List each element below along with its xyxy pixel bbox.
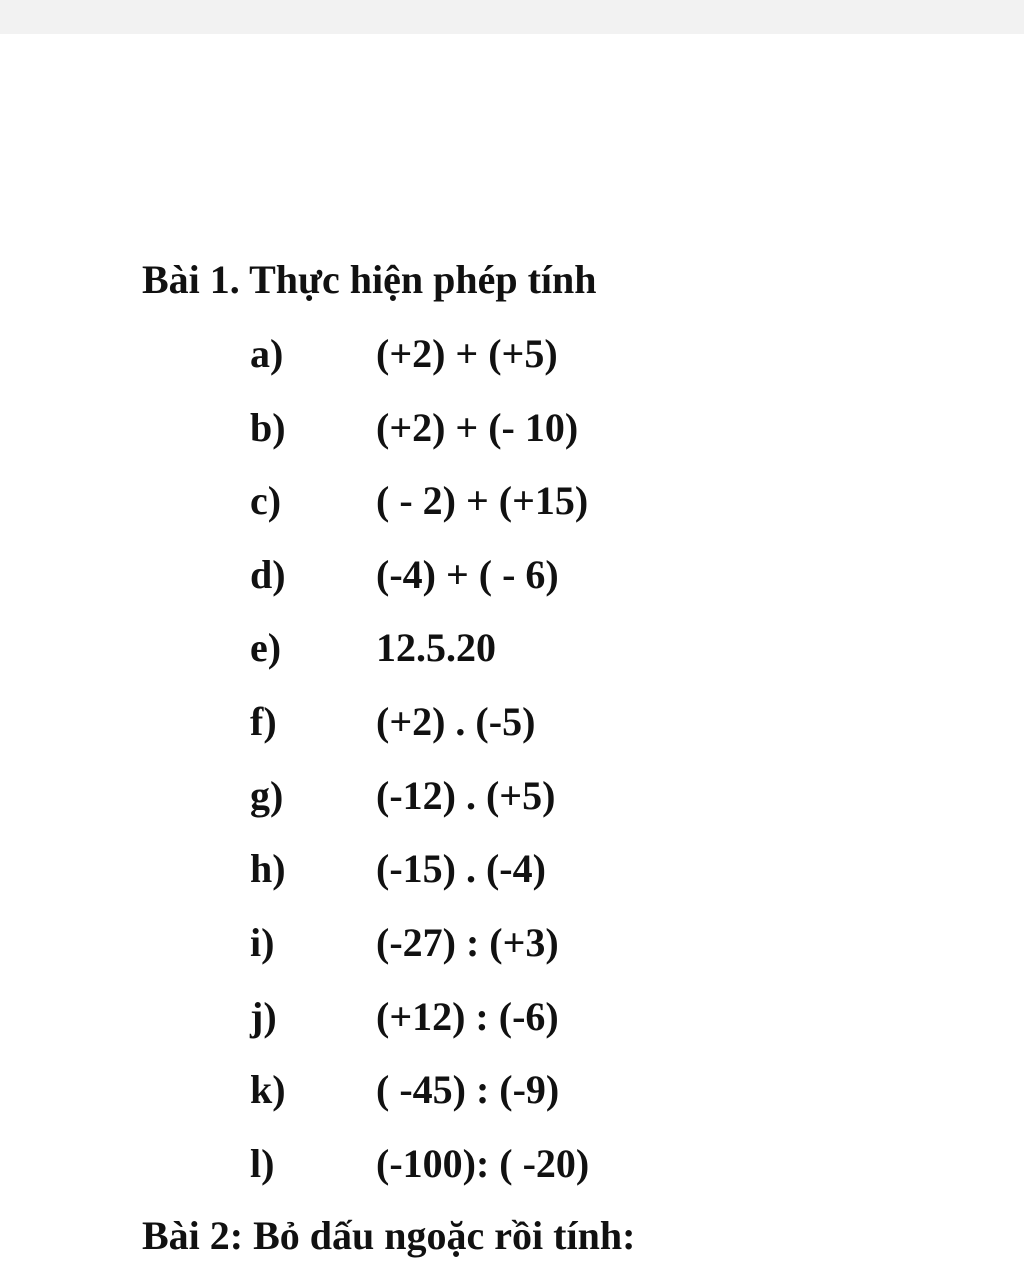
exercise-item-e bbox=[0, 624, 800, 672]
item-expression: (-27) : (+3) bbox=[376, 920, 559, 965]
item-expression: (-12) . (+5) bbox=[376, 773, 556, 818]
exercise-item-h bbox=[0, 845, 800, 893]
item-expression: (+2) + (+5) bbox=[376, 331, 558, 376]
item-label: e) bbox=[250, 625, 282, 670]
item-expression: 12.5.20 bbox=[376, 625, 496, 670]
exercise-item-a bbox=[0, 330, 800, 378]
item-expression: (+2) + (- 10) bbox=[376, 405, 579, 450]
item-label: l) bbox=[250, 1141, 275, 1186]
item-label: g) bbox=[250, 773, 284, 818]
exercise-item-c bbox=[0, 477, 800, 525]
exercise-1-heading: Bài 1. Thực hiện phép tính bbox=[142, 257, 597, 302]
exercise-2-number: Bài 2: bbox=[142, 1213, 244, 1258]
item-expression: (+12) : (-6) bbox=[376, 994, 559, 1039]
exercise-item-k bbox=[0, 1066, 800, 1114]
item-expression: (+2) . (-5) bbox=[376, 699, 536, 744]
item-label: d) bbox=[250, 552, 286, 597]
item-label: h) bbox=[250, 846, 286, 891]
exercise-item-b bbox=[0, 404, 800, 452]
item-expression: (-15) . (-4) bbox=[376, 846, 546, 891]
item-label: j) bbox=[250, 994, 277, 1039]
exercise-item-l bbox=[0, 1140, 800, 1188]
exercise-item-d bbox=[0, 551, 800, 599]
item-label: c) bbox=[250, 478, 282, 523]
item-expression: ( - 2) + (+15) bbox=[376, 478, 589, 523]
exercise-2-heading bbox=[142, 1212, 635, 1260]
item-label: b) bbox=[250, 405, 286, 450]
item-expression: (-4) + ( - 6) bbox=[376, 552, 559, 597]
exercise-item-i bbox=[0, 919, 800, 967]
item-expression: (-100): ( -20) bbox=[376, 1141, 590, 1186]
viewer-top-bar bbox=[0, 0, 1024, 34]
exercise-2-instruction: Bỏ dấu ngoặc rồi tính: bbox=[243, 1213, 636, 1258]
exercise-item-j bbox=[0, 993, 800, 1041]
item-expression: ( -45) : (-9) bbox=[376, 1067, 560, 1112]
exercise-item-f bbox=[0, 698, 800, 746]
item-label: a) bbox=[250, 331, 284, 376]
item-label: k) bbox=[250, 1067, 286, 1112]
item-label: f) bbox=[250, 699, 277, 744]
exercise-item-g bbox=[0, 772, 800, 820]
item-label: i) bbox=[250, 920, 275, 965]
